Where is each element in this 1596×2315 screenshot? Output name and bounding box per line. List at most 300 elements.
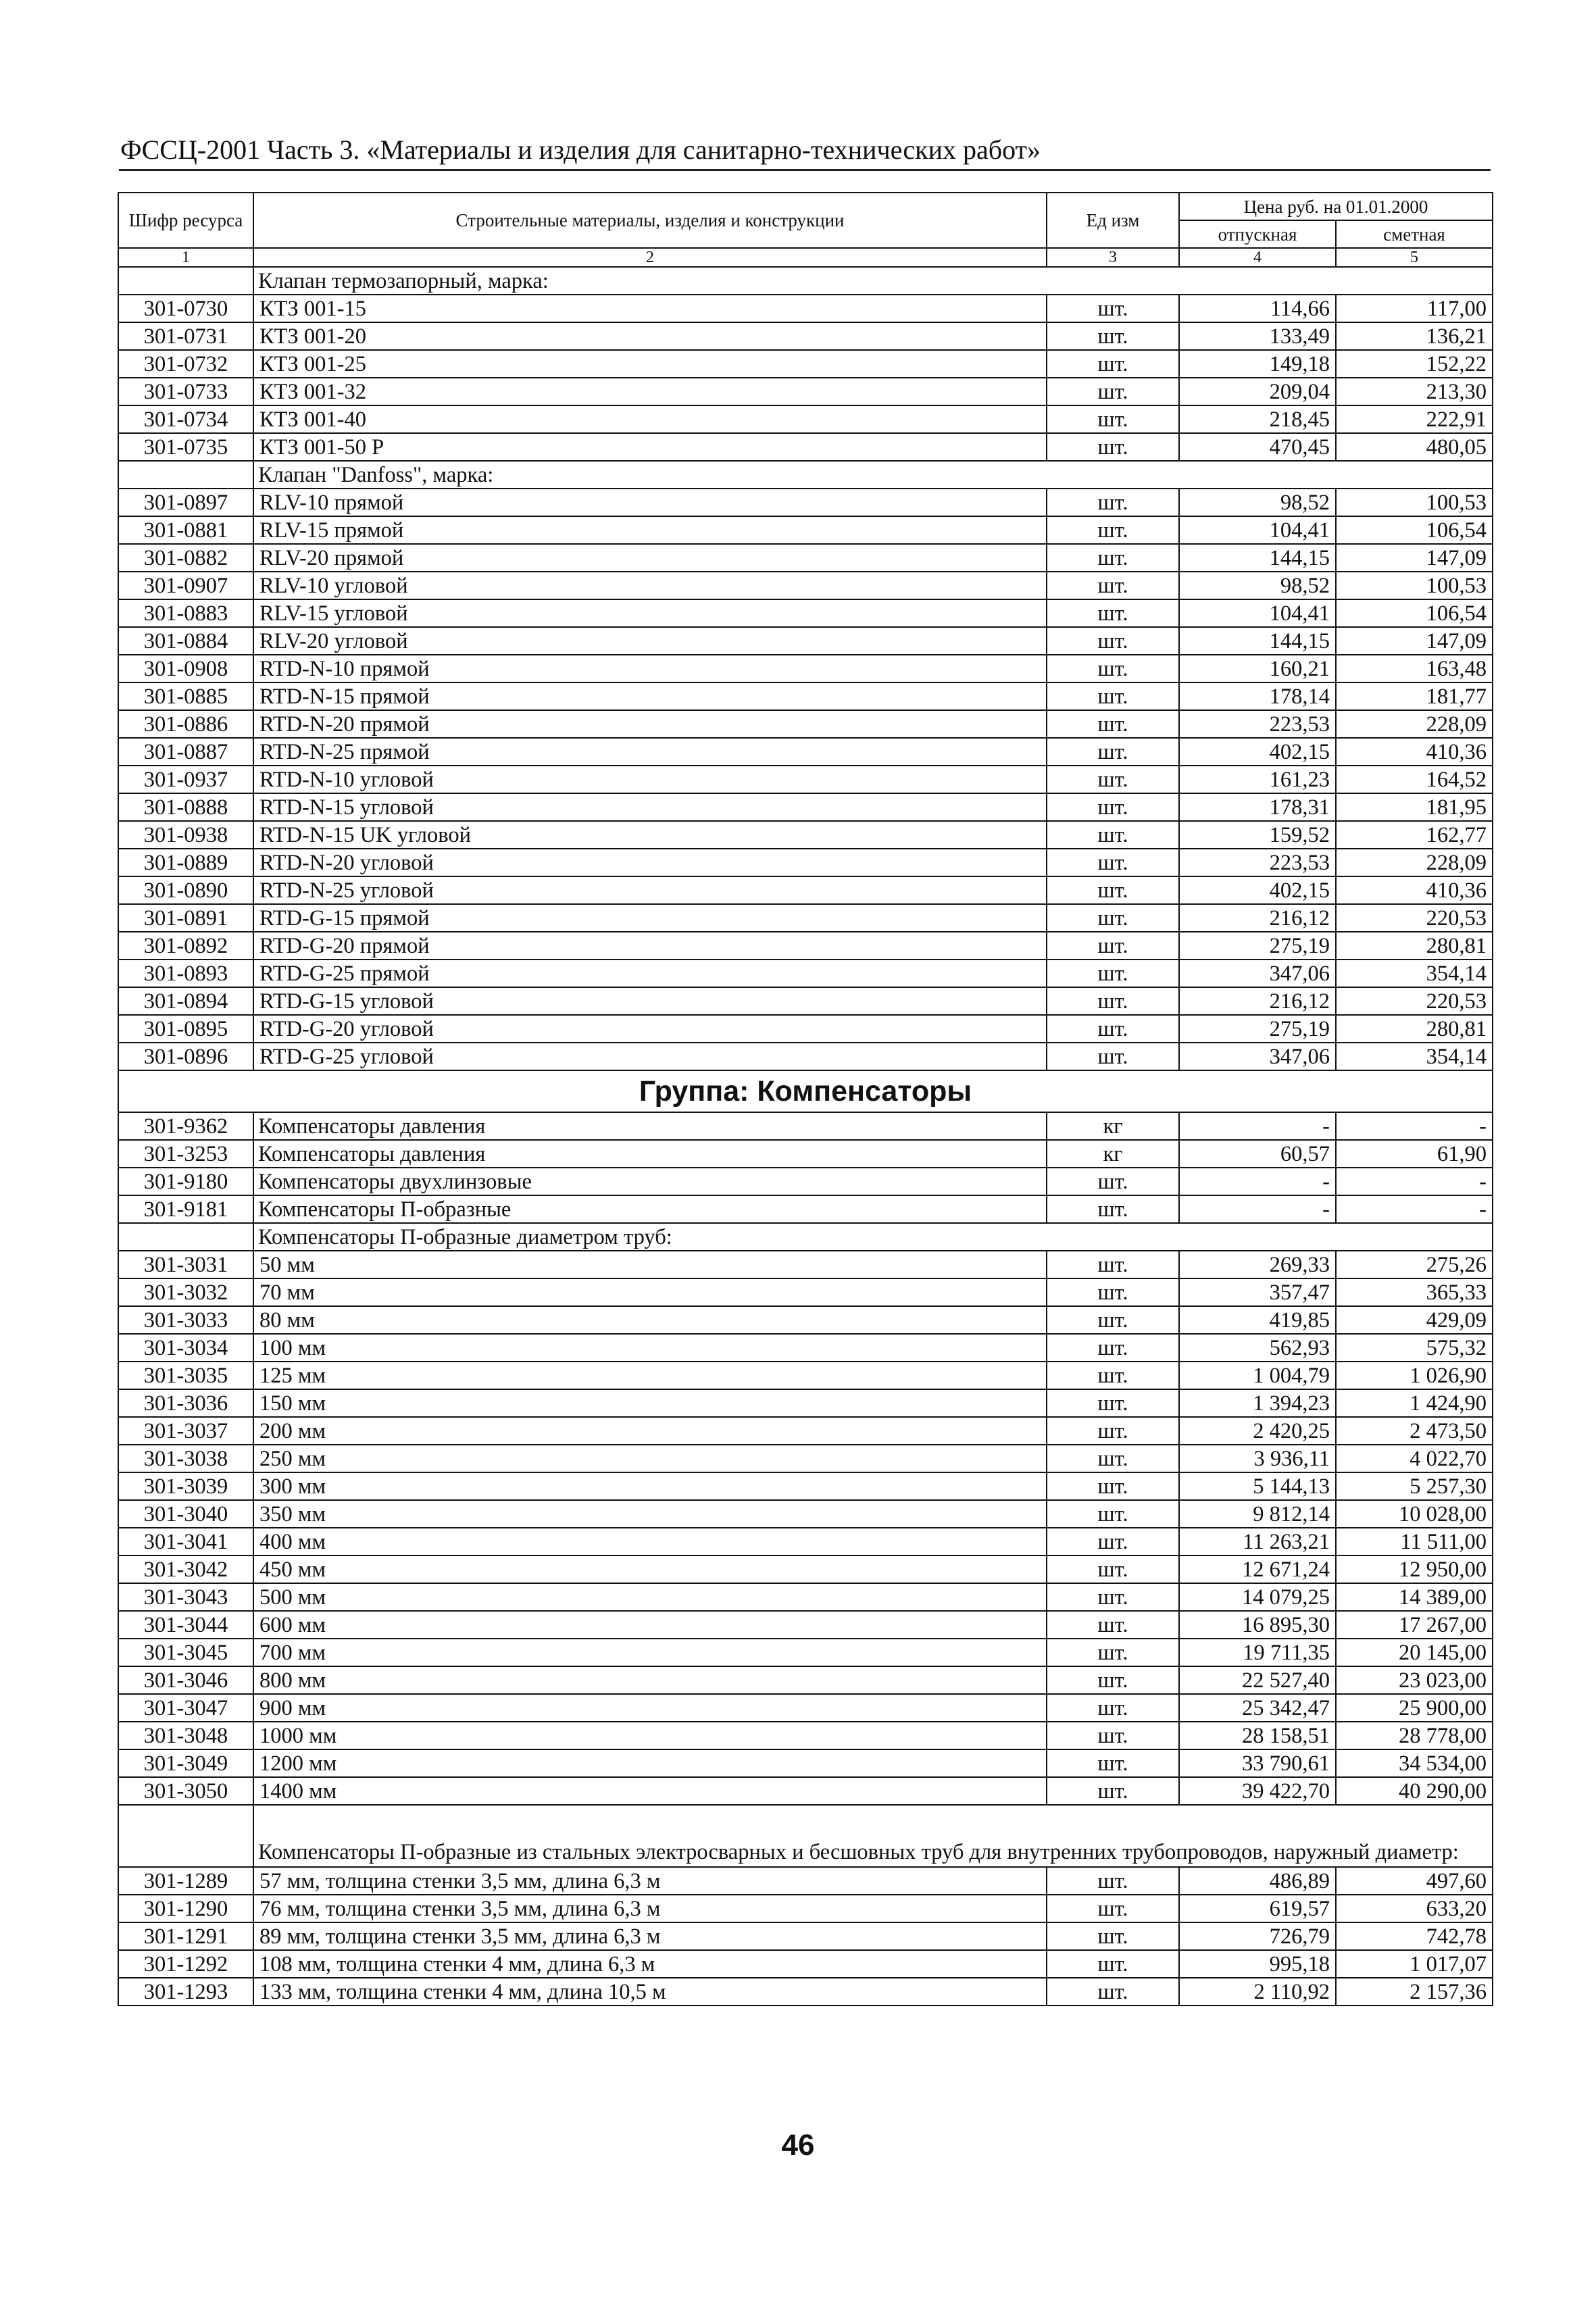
release-price: 25 342,47 xyxy=(1179,1694,1336,1722)
material-name: КТЗ 001-50 Р xyxy=(253,433,1047,461)
material-name: КТЗ 001-20 xyxy=(253,322,1047,350)
release-price: 104,41 xyxy=(1179,516,1336,544)
table-row xyxy=(118,793,1493,821)
resource-code: 301-0735 xyxy=(118,433,253,461)
material-name: Компенсаторы двухлинзовые xyxy=(253,1168,1047,1195)
table-row xyxy=(118,821,1493,849)
resource-code: 301-0890 xyxy=(118,876,253,904)
table-row xyxy=(118,710,1493,738)
release-price: 216,12 xyxy=(1179,904,1336,932)
release-price: 562,93 xyxy=(1179,1334,1336,1362)
table-row xyxy=(118,1666,1493,1694)
material-name: КТЗ 001-40 xyxy=(253,405,1047,433)
table-row xyxy=(118,295,1493,322)
release-price: 486,89 xyxy=(1179,1867,1336,1895)
resource-code: 301-0895 xyxy=(118,1015,253,1043)
release-price: 619,57 xyxy=(1179,1895,1336,1922)
unit: шт. xyxy=(1047,1334,1179,1362)
estimate-price: 100,53 xyxy=(1336,572,1493,599)
estimate-price: 106,54 xyxy=(1336,516,1493,544)
col-number: 5 xyxy=(1336,248,1493,267)
release-price: 16 895,30 xyxy=(1179,1611,1336,1639)
col-header-code: Шифр ресурса xyxy=(118,193,253,248)
estimate-price: 1 017,07 xyxy=(1336,1950,1493,1978)
unit: шт. xyxy=(1047,295,1179,322)
code-cell xyxy=(118,461,253,489)
estimate-price: 10 028,00 xyxy=(1336,1500,1493,1528)
col-header-unit: Ед изм xyxy=(1047,193,1179,248)
resource-code: 301-3032 xyxy=(118,1278,253,1306)
table-row xyxy=(118,1278,1493,1306)
col-header-estimate-price: сметная xyxy=(1336,220,1493,248)
resource-code: 301-0734 xyxy=(118,405,253,433)
unit: шт. xyxy=(1047,544,1179,572)
estimate-price: 20 145,00 xyxy=(1336,1639,1493,1666)
table-row xyxy=(118,1195,1493,1223)
material-name: 450 мм xyxy=(253,1555,1047,1583)
table-row xyxy=(118,876,1493,904)
table-row xyxy=(118,627,1493,655)
material-name: RTD-N-25 угловой xyxy=(253,876,1047,904)
material-name: КТЗ 001-32 xyxy=(253,378,1047,405)
material-name: 900 мм xyxy=(253,1694,1047,1722)
resource-code: 301-0731 xyxy=(118,322,253,350)
material-name: 200 мм xyxy=(253,1417,1047,1445)
material-name: RTD-N-15 UK угловой xyxy=(253,821,1047,849)
material-name: RLV-15 угловой xyxy=(253,599,1047,627)
resource-code: 301-0884 xyxy=(118,627,253,655)
release-price: 60,57 xyxy=(1179,1140,1336,1168)
col-header-release-price: отпускная xyxy=(1179,220,1336,248)
unit: шт. xyxy=(1047,1278,1179,1306)
resource-code: 301-0888 xyxy=(118,793,253,821)
resource-code: 301-0882 xyxy=(118,544,253,572)
release-price: - xyxy=(1179,1195,1336,1223)
unit: шт. xyxy=(1047,1555,1179,1583)
resource-code: 301-0733 xyxy=(118,378,253,405)
section-row xyxy=(118,1805,1493,1867)
material-name: RTD-G-15 угловой xyxy=(253,987,1047,1015)
release-price: 2 420,25 xyxy=(1179,1417,1336,1445)
unit: шт. xyxy=(1047,1611,1179,1639)
resource-code: 301-3037 xyxy=(118,1417,253,1445)
material-name: 125 мм xyxy=(253,1362,1047,1389)
code-cell xyxy=(118,1223,253,1251)
section-title: Клапан термозапорный, марка: xyxy=(253,267,1493,295)
estimate-price: 633,20 xyxy=(1336,1895,1493,1922)
col-number: 3 xyxy=(1047,248,1179,267)
resource-code: 301-1293 xyxy=(118,1978,253,2006)
resource-code: 301-3049 xyxy=(118,1749,253,1777)
unit: шт. xyxy=(1047,655,1179,682)
unit: шт. xyxy=(1047,1195,1179,1223)
release-price: 3 936,11 xyxy=(1179,1445,1336,1472)
estimate-price: 2 157,36 xyxy=(1336,1978,1493,2006)
table-row xyxy=(118,433,1493,461)
col-header-name: Строительные материалы, изделия и конструкции xyxy=(253,193,1047,248)
unit: шт. xyxy=(1047,1168,1179,1195)
unit: шт. xyxy=(1047,350,1179,378)
table-row xyxy=(118,1583,1493,1611)
release-price: 178,31 xyxy=(1179,793,1336,821)
col-number: 4 xyxy=(1179,248,1336,267)
resource-code: 301-0908 xyxy=(118,655,253,682)
estimate-price: 354,14 xyxy=(1336,1043,1493,1070)
table-row xyxy=(118,1015,1493,1043)
table-row xyxy=(118,766,1493,793)
resource-code: 301-1289 xyxy=(118,1867,253,1895)
table-row xyxy=(118,932,1493,960)
release-price: 223,53 xyxy=(1179,710,1336,738)
release-price: 347,06 xyxy=(1179,960,1336,987)
estimate-price: 497,60 xyxy=(1336,1867,1493,1895)
estimate-price: 410,36 xyxy=(1336,876,1493,904)
release-price: 98,52 xyxy=(1179,572,1336,599)
unit: шт. xyxy=(1047,1639,1179,1666)
estimate-price: 429,09 xyxy=(1336,1306,1493,1334)
table-row xyxy=(118,849,1493,876)
unit: кг xyxy=(1047,1112,1179,1140)
estimate-price: 220,53 xyxy=(1336,987,1493,1015)
resource-code: 301-3038 xyxy=(118,1445,253,1472)
estimate-price: 100,53 xyxy=(1336,489,1493,516)
estimate-price: 2 473,50 xyxy=(1336,1417,1493,1445)
material-name: 70 мм xyxy=(253,1278,1047,1306)
estimate-price: 147,09 xyxy=(1336,627,1493,655)
estimate-price: 480,05 xyxy=(1336,433,1493,461)
material-name: RLV-15 прямой xyxy=(253,516,1047,544)
material-name: 600 мм xyxy=(253,1611,1047,1639)
col-header-price-group: Цена руб. на 01.01.2000 xyxy=(1179,193,1493,220)
unit: шт. xyxy=(1047,1694,1179,1722)
section-row xyxy=(118,267,1493,295)
material-name: RTD-G-20 угловой xyxy=(253,1015,1047,1043)
estimate-price: 117,00 xyxy=(1336,295,1493,322)
material-name: КТЗ 001-15 xyxy=(253,295,1047,322)
release-price: - xyxy=(1179,1112,1336,1140)
estimate-price: - xyxy=(1336,1195,1493,1223)
estimate-price: 220,53 xyxy=(1336,904,1493,932)
section-title: Компенсаторы П-образные из стальных электросварных и бесшовных труб для внутренних трубопроводов, наружный диаметр: xyxy=(253,1805,1493,1867)
estimate-price: 25 900,00 xyxy=(1336,1694,1493,1722)
table-row xyxy=(118,350,1493,378)
estimate-price: 162,77 xyxy=(1336,821,1493,849)
unit: шт. xyxy=(1047,1922,1179,1950)
table-row xyxy=(118,1112,1493,1140)
release-price: 149,18 xyxy=(1179,350,1336,378)
material-name: Компенсаторы давления xyxy=(253,1112,1047,1140)
release-price: 402,15 xyxy=(1179,738,1336,766)
release-price: 209,04 xyxy=(1179,378,1336,405)
estimate-price: 12 950,00 xyxy=(1336,1555,1493,1583)
material-name: 80 мм xyxy=(253,1306,1047,1334)
unit: шт. xyxy=(1047,849,1179,876)
resource-code: 301-3031 xyxy=(118,1251,253,1278)
estimate-price: 5 257,30 xyxy=(1336,1472,1493,1500)
estimate-price: 61,90 xyxy=(1336,1140,1493,1168)
release-price: 357,47 xyxy=(1179,1278,1336,1306)
material-name: 133 мм, толщина стенки 4 мм, длина 10,5 м xyxy=(253,1978,1047,2006)
estimate-price: 365,33 xyxy=(1336,1278,1493,1306)
material-name: RLV-10 угловой xyxy=(253,572,1047,599)
estimate-price: 213,30 xyxy=(1336,378,1493,405)
table-row xyxy=(118,1978,1493,2006)
estimate-price: 106,54 xyxy=(1336,599,1493,627)
release-price: 402,15 xyxy=(1179,876,1336,904)
resource-code: 301-3050 xyxy=(118,1777,253,1805)
table-row xyxy=(118,1445,1493,1472)
resource-code: 301-3035 xyxy=(118,1362,253,1389)
unit: шт. xyxy=(1047,599,1179,627)
material-name: 700 мм xyxy=(253,1639,1047,1666)
unit: шт. xyxy=(1047,1722,1179,1749)
table-row xyxy=(118,544,1493,572)
release-price: 2 110,92 xyxy=(1179,1978,1336,2006)
resource-code: 301-0938 xyxy=(118,821,253,849)
unit: шт. xyxy=(1047,1043,1179,1070)
material-name: 1200 мм xyxy=(253,1749,1047,1777)
table-row xyxy=(118,1417,1493,1445)
material-name: 89 мм, толщина стенки 3,5 мм, длина 6,3 м xyxy=(253,1922,1047,1950)
table-row xyxy=(118,1895,1493,1922)
material-name: 400 мм xyxy=(253,1528,1047,1555)
resource-code: 301-0896 xyxy=(118,1043,253,1070)
resource-code: 301-3034 xyxy=(118,1334,253,1362)
material-name: RLV-20 угловой xyxy=(253,627,1047,655)
material-name: RTD-N-25 прямой xyxy=(253,738,1047,766)
unit: шт. xyxy=(1047,987,1179,1015)
header-rule xyxy=(119,169,1491,171)
estimate-price: 163,48 xyxy=(1336,655,1493,682)
resource-code: 301-0893 xyxy=(118,960,253,987)
unit: шт. xyxy=(1047,516,1179,544)
resource-code: 301-0887 xyxy=(118,738,253,766)
estimate-price: 228,09 xyxy=(1336,849,1493,876)
release-price: 178,14 xyxy=(1179,682,1336,710)
resource-code: 301-0891 xyxy=(118,904,253,932)
material-name: RTD-N-15 угловой xyxy=(253,793,1047,821)
estimate-price: 28 778,00 xyxy=(1336,1722,1493,1749)
release-price: 275,19 xyxy=(1179,1015,1336,1043)
estimate-price: 228,09 xyxy=(1336,710,1493,738)
table-row xyxy=(118,1555,1493,1583)
table-row xyxy=(118,489,1493,516)
group-row xyxy=(118,1070,1493,1112)
release-price: 419,85 xyxy=(1179,1306,1336,1334)
material-name: Компенсаторы П-образные xyxy=(253,1195,1047,1223)
release-price: 218,45 xyxy=(1179,405,1336,433)
material-name: RTD-N-15 прямой xyxy=(253,682,1047,710)
unit: шт. xyxy=(1047,1749,1179,1777)
table-row xyxy=(118,1528,1493,1555)
estimate-price: 147,09 xyxy=(1336,544,1493,572)
estimate-price: 222,91 xyxy=(1336,405,1493,433)
unit: шт. xyxy=(1047,1895,1179,1922)
resource-code: 301-0886 xyxy=(118,710,253,738)
release-price: 114,66 xyxy=(1179,295,1336,322)
release-price: 19 711,35 xyxy=(1179,1639,1336,1666)
estimate-price: 14 389,00 xyxy=(1336,1583,1493,1611)
unit: шт. xyxy=(1047,405,1179,433)
resource-code: 301-9180 xyxy=(118,1168,253,1195)
estimate-price: 40 290,00 xyxy=(1336,1777,1493,1805)
release-price: 144,15 xyxy=(1179,544,1336,572)
table-row xyxy=(118,1140,1493,1168)
resource-code: 301-0881 xyxy=(118,516,253,544)
unit: шт. xyxy=(1047,1950,1179,1978)
unit: шт. xyxy=(1047,627,1179,655)
material-name: Компенсаторы давления xyxy=(253,1140,1047,1168)
table-row xyxy=(118,1500,1493,1528)
table-row xyxy=(118,655,1493,682)
resource-code: 301-1290 xyxy=(118,1895,253,1922)
resource-code: 301-0730 xyxy=(118,295,253,322)
release-price: 12 671,24 xyxy=(1179,1555,1336,1583)
unit: шт. xyxy=(1047,710,1179,738)
material-name: RTD-G-20 прямой xyxy=(253,932,1047,960)
release-price: 161,23 xyxy=(1179,766,1336,793)
release-price: 28 158,51 xyxy=(1179,1722,1336,1749)
unit: шт. xyxy=(1047,1362,1179,1389)
group-title: Группа: Компенсаторы xyxy=(118,1070,1493,1112)
resource-code: 301-3046 xyxy=(118,1666,253,1694)
material-name: КТЗ 001-25 xyxy=(253,350,1047,378)
table-row xyxy=(118,1168,1493,1195)
release-price: 104,41 xyxy=(1179,599,1336,627)
unit: шт. xyxy=(1047,1500,1179,1528)
estimate-price: 4 022,70 xyxy=(1336,1445,1493,1472)
resource-code: 301-0897 xyxy=(118,489,253,516)
release-price: 159,52 xyxy=(1179,821,1336,849)
table-row xyxy=(118,1389,1493,1417)
unit: шт. xyxy=(1047,1666,1179,1694)
release-price: 33 790,61 xyxy=(1179,1749,1336,1777)
release-price: 726,79 xyxy=(1179,1922,1336,1950)
material-name: 500 мм xyxy=(253,1583,1047,1611)
section-title: Клапан "Danfoss", марка: xyxy=(253,461,1493,489)
unit: шт. xyxy=(1047,378,1179,405)
resource-code: 301-9362 xyxy=(118,1112,253,1140)
resource-code: 301-0894 xyxy=(118,987,253,1015)
unit: шт. xyxy=(1047,1445,1179,1472)
material-name: 57 мм, толщина стенки 3,5 мм, длина 6,3 м xyxy=(253,1867,1047,1895)
unit: шт. xyxy=(1047,1583,1179,1611)
material-name: RTD-N-10 прямой xyxy=(253,655,1047,682)
release-price: 275,19 xyxy=(1179,932,1336,960)
resource-code: 301-9181 xyxy=(118,1195,253,1223)
resource-code: 301-3044 xyxy=(118,1611,253,1639)
estimate-price: 164,52 xyxy=(1336,766,1493,793)
page-number: 46 xyxy=(781,2129,815,2162)
material-name: 76 мм, толщина стенки 3,5 мм, длина 6,3 м xyxy=(253,1895,1047,1922)
material-name: 250 мм xyxy=(253,1445,1047,1472)
release-price: 22 527,40 xyxy=(1179,1666,1336,1694)
table-row xyxy=(118,572,1493,599)
estimate-price: 575,32 xyxy=(1336,1334,1493,1362)
release-price: 995,18 xyxy=(1179,1950,1336,1978)
unit: шт. xyxy=(1047,1306,1179,1334)
material-name: RTD-N-20 угловой xyxy=(253,849,1047,876)
unit: шт. xyxy=(1047,766,1179,793)
material-name: RTD-G-15 прямой xyxy=(253,904,1047,932)
table-row xyxy=(118,1251,1493,1278)
estimate-price: 181,95 xyxy=(1336,793,1493,821)
estimate-price: 275,26 xyxy=(1336,1251,1493,1278)
resource-code: 301-0883 xyxy=(118,599,253,627)
table-row xyxy=(118,1950,1493,1978)
table-row xyxy=(118,1043,1493,1070)
release-price: 39 422,70 xyxy=(1179,1777,1336,1805)
resource-code: 301-3043 xyxy=(118,1583,253,1611)
code-cell xyxy=(118,267,253,295)
resource-code: 301-3042 xyxy=(118,1555,253,1583)
table-row xyxy=(118,1722,1493,1749)
estimate-price: 136,21 xyxy=(1336,322,1493,350)
estimate-price: 280,81 xyxy=(1336,932,1493,960)
material-name: 108 мм, толщина стенки 4 мм, длина 6,3 м xyxy=(253,1950,1047,1978)
release-price: 9 812,14 xyxy=(1179,1500,1336,1528)
table-row xyxy=(118,516,1493,544)
unit: шт. xyxy=(1047,572,1179,599)
material-name: 100 мм xyxy=(253,1334,1047,1362)
release-price: - xyxy=(1179,1168,1336,1195)
estimate-price: 354,14 xyxy=(1336,960,1493,987)
material-name: 800 мм xyxy=(253,1666,1047,1694)
unit: кг xyxy=(1047,1140,1179,1168)
resource-code: 301-0937 xyxy=(118,766,253,793)
table-row xyxy=(118,1334,1493,1362)
unit: шт. xyxy=(1047,682,1179,710)
table-row xyxy=(118,1472,1493,1500)
release-price: 14 079,25 xyxy=(1179,1583,1336,1611)
resource-code: 301-3041 xyxy=(118,1528,253,1555)
release-price: 98,52 xyxy=(1179,489,1336,516)
col-number: 2 xyxy=(253,248,1047,267)
unit: шт. xyxy=(1047,960,1179,987)
material-name: 1000 мм xyxy=(253,1722,1047,1749)
code-cell xyxy=(118,1805,253,1867)
estimate-price: - xyxy=(1336,1168,1493,1195)
material-name: 50 мм xyxy=(253,1251,1047,1278)
estimate-price: 280,81 xyxy=(1336,1015,1493,1043)
release-price: 1 004,79 xyxy=(1179,1362,1336,1389)
table-row xyxy=(118,987,1493,1015)
unit: шт. xyxy=(1047,904,1179,932)
unit: шт. xyxy=(1047,1528,1179,1555)
price-table xyxy=(118,192,1493,2006)
resource-code: 301-3036 xyxy=(118,1389,253,1417)
estimate-price: 23 023,00 xyxy=(1336,1666,1493,1694)
unit: шт. xyxy=(1047,821,1179,849)
material-name: RLV-20 прямой xyxy=(253,544,1047,572)
release-price: 269,33 xyxy=(1179,1251,1336,1278)
section-row xyxy=(118,1223,1493,1251)
material-name: 350 мм xyxy=(253,1500,1047,1528)
resource-code: 301-0889 xyxy=(118,849,253,876)
section-row xyxy=(118,461,1493,489)
unit: шт. xyxy=(1047,876,1179,904)
release-price: 5 144,13 xyxy=(1179,1472,1336,1500)
estimate-price: 152,22 xyxy=(1336,350,1493,378)
material-name: RLV-10 прямой xyxy=(253,489,1047,516)
release-price: 347,06 xyxy=(1179,1043,1336,1070)
release-price: 1 394,23 xyxy=(1179,1389,1336,1417)
estimate-price: 34 534,00 xyxy=(1336,1749,1493,1777)
table-row xyxy=(118,1362,1493,1389)
estimate-price: - xyxy=(1336,1112,1493,1140)
unit: шт. xyxy=(1047,1251,1179,1278)
unit: шт. xyxy=(1047,1389,1179,1417)
